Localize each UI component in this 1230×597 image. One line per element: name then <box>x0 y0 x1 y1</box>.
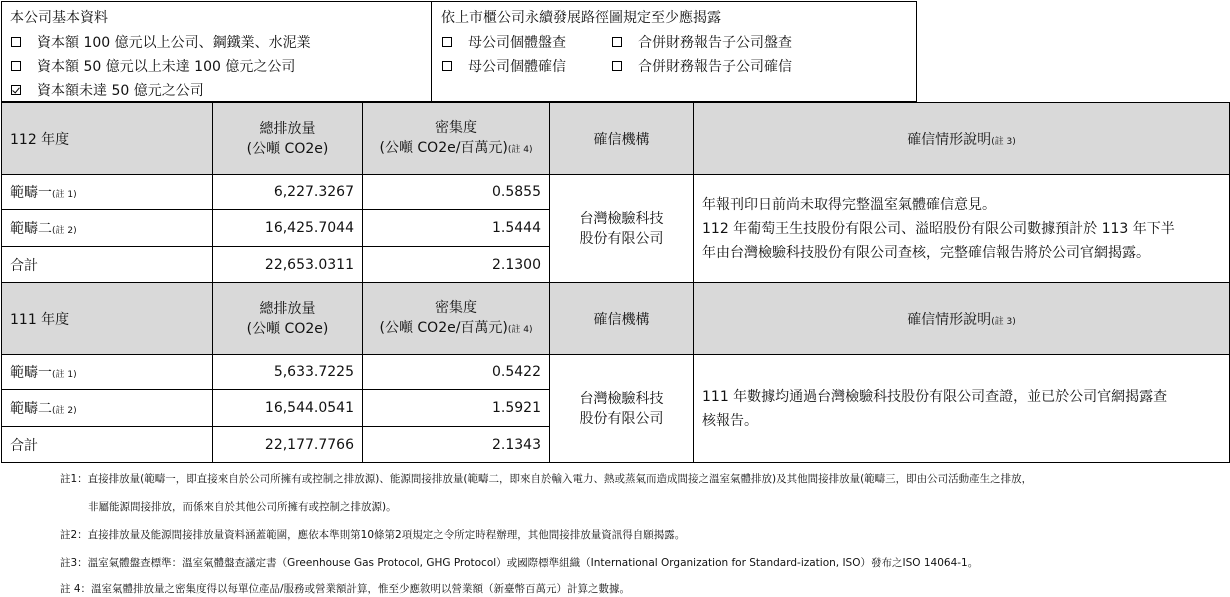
company-option-1[interactable] <box>11 32 311 52</box>
emission-value: 6,227.3267 <box>213 175 363 210</box>
emission-value: 22,177.7766 <box>213 427 363 463</box>
verification-description: 111 年數據均通過台灣檢驗科技股份有限公司查證，並已於公司官網揭露查 核報告。 <box>694 355 1230 463</box>
checkbox-icon[interactable] <box>442 37 452 47</box>
year-label: 112 年度 <box>2 103 213 175</box>
intensity-header: 密集度 (公噸 CO2e/百萬元)(註 4) <box>363 103 550 175</box>
company-option-label: 資本額 50 億元以上未達 100 億元之公司 <box>37 59 296 75</box>
disclosure-title: 依上市櫃公司永續發展路徑圖規定至少應揭露 <box>441 10 721 26</box>
table-row <box>2 175 1230 210</box>
company-option-3[interactable] <box>11 80 204 100</box>
total-label: 合計 <box>2 247 213 283</box>
verifier-cell: 台灣檢驗科技 股份有限公司 <box>550 355 694 463</box>
intensity-value: 2.1300 <box>363 247 550 283</box>
company-option-label: 資本額 100 億元以上公司、鋼鐵業、水泥業 <box>37 35 311 51</box>
table-header-row <box>2 103 1230 175</box>
checkbox-icon[interactable] <box>11 37 21 47</box>
intensity-value: 0.5422 <box>363 355 550 390</box>
checkbox-icon[interactable] <box>11 61 21 71</box>
checkbox-icon[interactable] <box>612 37 622 47</box>
verifier-header: 確信機構 <box>550 283 694 355</box>
company-option-2[interactable] <box>11 56 295 76</box>
footnote-1: 註1：直接排放量(範疇一，即直接來自於公司所擁有或控制之排放源)、能源間接排放量(範疇二，即來自於輸入電力、熱或蒸氣而造成間接之溫室氣體排放)及其他間接排放量(範疇三，即由公司活動產生之排放， <box>60 473 1033 485</box>
scope-label: 範疇二(註 2) <box>2 390 213 427</box>
disclosure-option-2[interactable] <box>612 32 792 52</box>
verification-header: 確信情形說明(註 3) <box>694 103 1230 175</box>
footnote-3: 註3：溫室氣體盤查標準：溫室氣體盤查議定書（Greenhouse Gas Protocol, GHG Protocol）或國際標準組織（International Organization for Standard-ization, ISO）發布之ISO 14064-1。 <box>60 557 979 569</box>
intensity-value: 0.5855 <box>363 175 550 210</box>
disclosure-option-label: 母公司個體確信 <box>468 59 566 75</box>
checked-checkbox-icon[interactable] <box>11 85 21 95</box>
footnote-1-continued: 非屬能源間接排放，而係來自於其他公司所擁有或控制之排放源)。 <box>88 501 397 513</box>
emission-value: 5,633.7225 <box>213 355 363 390</box>
footnote-2: 註2：直接排放量及能源間接排放量資料涵蓋範圍，應依本準則第10條第2項規定之令所定時程辦理，其他間接排放量資訊得自願揭露。 <box>60 529 686 541</box>
verification-header: 確信情形說明(註 3) <box>694 283 1230 355</box>
emission-header: 總排放量 (公噸 CO2e) <box>213 103 363 175</box>
emission-value: 22,653.0311 <box>213 247 363 283</box>
verifier-header: 確信機構 <box>550 103 694 175</box>
emission-header: 總排放量 (公噸 CO2e) <box>213 283 363 355</box>
checkbox-icon[interactable] <box>612 61 622 71</box>
table-header-row <box>2 283 1230 355</box>
disclosure-option-4[interactable] <box>612 56 792 76</box>
verification-description: 年報刊印日前尚未取得完整溫室氣體確信意見。 112 年葡萄王生技股份有限公司、溢昭股份有限公司數據預計於 113 年下半 年由台灣檢驗科技股份有限公司查核，完整確信報告將於公司官網揭露。 <box>694 175 1230 283</box>
total-label: 合計 <box>2 427 213 463</box>
emission-value: 16,544.0541 <box>213 390 363 427</box>
footnote-4: 註 4：溫室氣體排放量之密集度得以每單位產品/服務或營業額計算，惟至少應敘明以營業額（新臺幣百萬元）計算之數據。 <box>60 583 631 595</box>
scope-label: 範疇一(註 1) <box>2 175 213 210</box>
disclosure-option-label: 合併財務報告子公司確信 <box>638 59 792 75</box>
intensity-value: 1.5444 <box>363 210 550 247</box>
disclosure-option-3[interactable] <box>442 56 566 76</box>
emission-value: 16,425.7044 <box>213 210 363 247</box>
company-info-title: 本公司基本資料 <box>10 10 108 26</box>
emissions-table <box>1 102 1230 463</box>
year-label: 111 年度 <box>2 283 213 355</box>
scope-label: 範疇二(註 2) <box>2 210 213 247</box>
verifier-cell: 台灣檢驗科技 股份有限公司 <box>550 175 694 283</box>
scope-label: 範疇一(註 1) <box>2 355 213 390</box>
checkbox-icon[interactable] <box>442 61 452 71</box>
company-option-label: 資本額未達 50 億元之公司 <box>37 83 204 99</box>
intensity-value: 2.1343 <box>363 427 550 463</box>
disclosure-option-label: 合併財務報告子公司盤查 <box>638 35 792 51</box>
intensity-header: 密集度 (公噸 CO2e/百萬元)(註 4) <box>363 283 550 355</box>
disclosure-option-label: 母公司個體盤查 <box>468 35 566 51</box>
table-row <box>2 355 1230 390</box>
intensity-value: 1.5921 <box>363 390 550 427</box>
disclosure-option-1[interactable] <box>442 32 566 52</box>
